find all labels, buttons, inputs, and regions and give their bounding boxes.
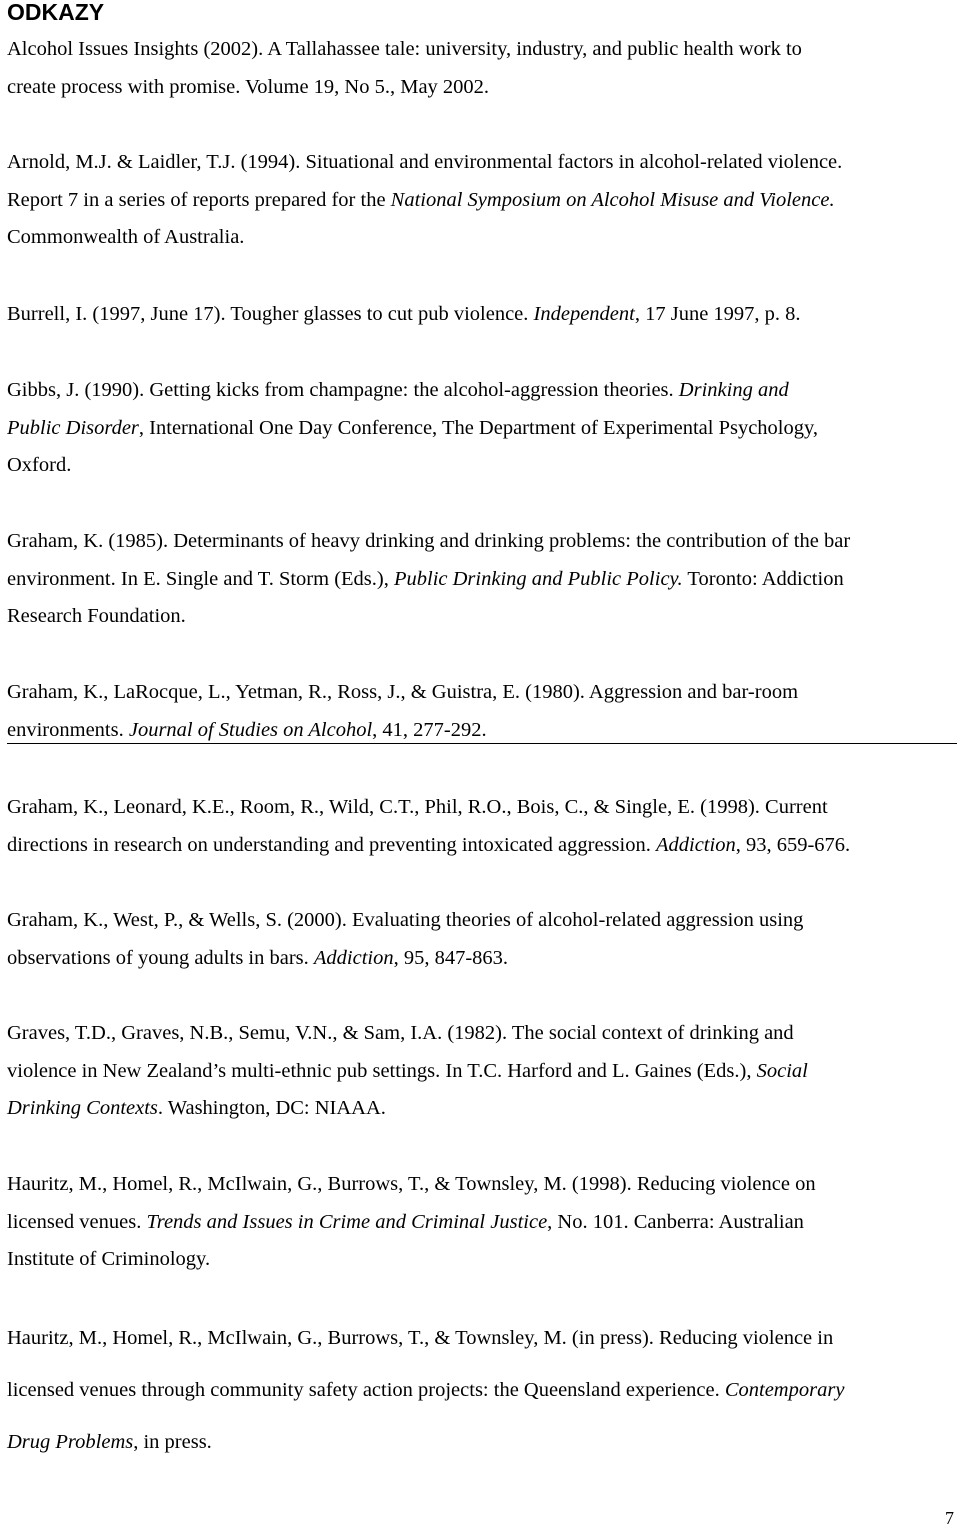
- reference-text: , 95, 847-863.: [393, 946, 509, 969]
- reference-text: , 41, 277-292.: [372, 718, 487, 741]
- reference-text: Arnold, M.J. & Laidler, T.J. (1994). Situational and environmental factors in alcohol-related violence.: [7, 151, 843, 173]
- reference-line: [7, 69, 955, 107]
- italic-title: Drinking and: [678, 379, 789, 401]
- italic-title: Trends and Issues in Crime and Criminal Justice: [146, 1210, 548, 1233]
- section-heading: ODKAZY: [7, 0, 105, 25]
- reference-text: licensed venues.: [7, 1210, 147, 1233]
- reference-line: [7, 144, 955, 182]
- reference-line: [7, 1166, 955, 1204]
- horizontal-rule: [7, 743, 957, 744]
- reference-text: . Washington, DC: NIAAA.: [157, 1097, 386, 1119]
- reference-entry: [7, 144, 955, 257]
- italic-title: Public Drinking and Public Policy.: [393, 567, 683, 590]
- reference-text: , 93, 659-676.: [735, 833, 851, 856]
- page-number: 7: [945, 1508, 954, 1528]
- reference-entry: [7, 789, 955, 864]
- reference-text: Gibbs, J. (1990). Getting kicks from champagne: the alcohol-aggression theories.: [7, 379, 679, 401]
- italic-title: Drug Problems: [7, 1431, 134, 1453]
- reference-line: [7, 372, 955, 410]
- reference-entry: [7, 1015, 955, 1128]
- reference-text: Hauritz, M., Homel, R., McIlwain, G., Burrows, T., & Townsley, M. (1998). Reducing violence on: [7, 1173, 816, 1195]
- italic-title: Addiction: [313, 946, 394, 969]
- reference-line: [7, 902, 955, 940]
- reference-line: [7, 940, 955, 978]
- reference-text: Research Foundation.: [7, 605, 186, 627]
- italic-title: Independent: [533, 303, 635, 325]
- reference-line: [7, 1364, 955, 1416]
- italic-title: Addiction: [655, 833, 736, 856]
- reference-line: [7, 523, 955, 561]
- reference-line: [7, 219, 955, 257]
- reference-line: [7, 674, 955, 712]
- reference-text: Graham, K., West, P., & Wells, S. (2000). Evaluating theories of alcohol-related aggression using: [7, 909, 804, 931]
- reference-text: environment. In E. Single and T. Storm (Eds.),: [7, 567, 394, 590]
- reference-text: Institute of Criminology.: [7, 1248, 211, 1270]
- reference-entry: [7, 902, 955, 977]
- reference-entry: [7, 674, 955, 749]
- reference-text: Toronto: Addiction: [682, 567, 844, 590]
- reference-line: [7, 1015, 955, 1053]
- reference-text: , No. 101. Canberra: Australian: [547, 1210, 804, 1233]
- reference-text: Alcohol Issues Insights (2002). A Tallahassee tale: university, industry, and public health work to: [7, 38, 802, 60]
- reference-entry: [7, 31, 955, 106]
- reference-text: , 17 June 1997, p. 8.: [634, 303, 801, 325]
- reference-line: [7, 1416, 955, 1468]
- italic-title: Public Disorder: [7, 416, 139, 439]
- reference-text: Graham, K. (1985). Determinants of heavy drinking and drinking problems: the contribution of the bar: [7, 530, 851, 552]
- reference-text: environments.: [7, 718, 129, 741]
- reference-text: , International One Day Conference, The Department of Experimental Psychology,: [138, 416, 819, 439]
- italic-title: National Symposium on Alcohol Misuse and Violence.: [390, 188, 835, 211]
- reference-text: create process with promise. Volume 19, No 5., May 2002.: [7, 75, 490, 98]
- reference-text: Hauritz, M., Homel, R., McIlwain, G., Burrows, T., & Townsley, M. (in press). Reducing violence in: [7, 1327, 834, 1349]
- reference-text: Burrell, I. (1997, June 17). Tougher glasses to cut pub violence.: [7, 303, 534, 325]
- reference-text: Graves, T.D., Graves, N.B., Semu, V.N., & Sam, I.A. (1982). The social context of drinking and: [7, 1022, 794, 1044]
- reference-line: [7, 31, 955, 69]
- reference-line: [7, 1312, 955, 1364]
- reference-line: [7, 1241, 955, 1279]
- italic-title: Drinking Contexts: [7, 1097, 158, 1119]
- reference-text: directions in research on understanding and preventing intoxicated aggression.: [7, 833, 656, 856]
- reference-entry: [7, 1312, 955, 1468]
- reference-line: [7, 1053, 955, 1091]
- reference-text: observations of young adults in bars.: [7, 946, 314, 969]
- reference-line: [7, 182, 955, 220]
- reference-text: Graham, K., LaRocque, L., Yetman, R., Ross, J., & Guistra, E. (1980). Aggression and bar-room: [7, 681, 799, 703]
- reference-line: [7, 1090, 955, 1128]
- reference-line: [7, 561, 955, 599]
- reference-text: Report 7 in a series of reports prepared for the: [7, 188, 391, 211]
- reference-text: Graham, K., Leonard, K.E., Room, R., Wild, C.T., Phil, R.O., Bois, C., & Single, E. (1998). Current: [7, 796, 828, 818]
- italic-title: Journal of Studies on Alcohol: [128, 718, 373, 741]
- reference-line: [7, 447, 955, 485]
- reference-line: [7, 827, 955, 865]
- reference-entry: [7, 372, 955, 485]
- italic-title: Contemporary: [724, 1379, 845, 1401]
- reference-text: violence in New Zealand’s multi-ethnic pub settings. In T.C. Harford and L. Gaines (Eds.),: [7, 1059, 757, 1082]
- reference-line: [7, 789, 955, 827]
- reference-text: , in press.: [133, 1431, 212, 1453]
- reference-text: licensed venues through community safety action projects: the Queensland experience.: [7, 1379, 725, 1401]
- reference-entry: [7, 1166, 955, 1279]
- reference-line: [7, 1204, 955, 1242]
- reference-entry: [7, 523, 955, 636]
- reference-entry: [7, 296, 955, 334]
- italic-title: Social: [756, 1059, 808, 1082]
- reference-line: [7, 296, 955, 334]
- reference-line: [7, 410, 955, 448]
- reference-text: Oxford.: [7, 454, 72, 476]
- reference-text: Commonwealth of Australia.: [7, 226, 245, 248]
- reference-line: [7, 598, 955, 636]
